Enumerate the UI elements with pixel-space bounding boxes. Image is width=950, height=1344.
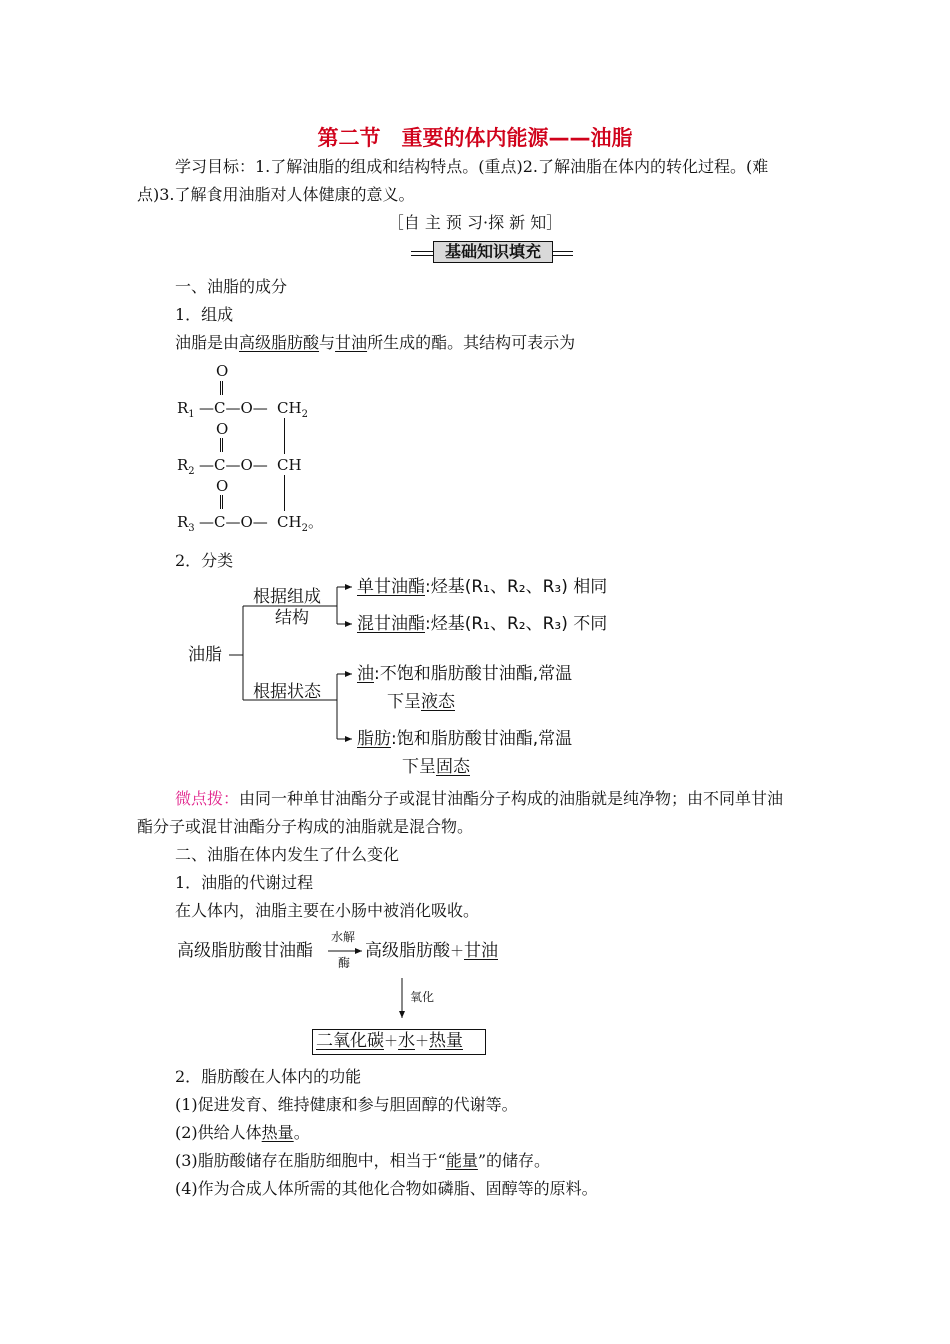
flow-below-arrow: 酶 (338, 956, 351, 970)
tree-branch-composition: 根据组成 (253, 587, 321, 607)
composition-text-mid: 与 (319, 333, 336, 352)
flow-above-arrow: 水解 (331, 930, 356, 944)
ester-2: —C—O— (199, 456, 268, 474)
ester-1: —C—O— (199, 399, 268, 417)
tip-text: 由同一种单甘油酯分子或混甘油酯分子构成的油脂就是纯净物；由不同单甘油 (239, 789, 784, 808)
ch-middle: CH (277, 456, 302, 474)
page-title: 第二节 重要的体内能源——油脂 (317, 126, 633, 150)
composition-text-post: 所生成的酯。其结构可表示为 (367, 333, 576, 352)
metabolism-intro: 在人体内，油脂主要在小肠中被消化吸收。 (175, 901, 480, 920)
oxygen-1: O (216, 362, 229, 380)
part1-heading: 一、油脂的成分 (175, 277, 288, 296)
ester-3: —C—O— (199, 513, 268, 531)
r3-group: $R_3$ (177, 513, 195, 534)
oxygen-2: O (216, 420, 229, 438)
blank-fatty-acid: 高级脂肪酸 (239, 333, 320, 352)
part2-sub2: 2．脂肪酸在人体内的功能 (175, 1067, 362, 1086)
ch2-top: $CH_2$ (277, 399, 308, 420)
function-1: (1)促进发育、维持健康和参与胆固醇的代谢等。 (175, 1095, 518, 1114)
function-2: (2)供给人体热量。 (175, 1123, 310, 1142)
part2-sub1: 1．油脂的代谢过程 (175, 873, 314, 892)
part2-heading: 二、油脂在体内发生了什么变化 (175, 845, 400, 864)
r2-group: $R_2$ (177, 456, 195, 477)
tree-root: 油脂 (188, 645, 222, 665)
tree-branch-state: 根据状态 (253, 682, 321, 702)
tree-branch-composition-2: 结构 (275, 608, 309, 628)
learning-goals-line2: 点)3.了解食用油脂对人体健康的意义。 (137, 185, 415, 204)
tree-leaf-simple-glyceride: 单甘油酯:烃基(R₁、R₂、R₃) 相同 (357, 577, 608, 597)
banner-label: 基础知识填充 (444, 242, 541, 261)
flow-final: 二氧化碳＋水＋热量 (316, 1031, 463, 1051)
function-3: (3)脂肪酸储存在脂肪细胞中，相当于“能量”的储存。 (175, 1151, 551, 1170)
flow-reactant: 高级脂肪酸甘油酯 (177, 941, 313, 961)
composition-text-pre: 油脂是由 (175, 333, 240, 352)
ch2-bottom: $CH_2$。 (277, 513, 323, 534)
part1-sub1: 1．组成 (175, 305, 234, 324)
tree-leaf-oil: 油:不饱和脂肪酸甘油酯,常温 (357, 664, 573, 684)
r1-group: $R_1$ (177, 399, 195, 420)
tree-leaf-fat-line2: 下呈固态 (402, 757, 470, 777)
learning-goals-line1: 学习目标：1.了解油脂的组成和结构特点。(重点)2.了解油脂在体内的转化过程。(难 (175, 157, 769, 176)
tree-leaf-oil-line2: 下呈液态 (387, 692, 455, 712)
section-tag: ［自 主 预 习·探 新 知］ (387, 213, 563, 232)
tip-line2: 酯分子或混甘油酯分子构成的油脂就是混合物。 (137, 817, 474, 836)
tree-leaf-fat: 脂肪:饱和脂肪酸甘油酯,常温 (357, 729, 573, 749)
oxygen-3: O (216, 477, 229, 495)
tree-leaf-mixed-glyceride: 混甘油酯:烃基(R₁、R₂、R₃) 不同 (357, 614, 608, 634)
tip-label: 微点拨： (175, 789, 240, 808)
flow-down-label: 氧化 (410, 990, 435, 1004)
function-4: (4)作为合成人体所需的其他化合物如磷脂、固醇等的原料。 (175, 1179, 598, 1198)
part1-sub2: 2．分类 (175, 551, 234, 570)
flow-products: 高级脂肪酸＋甘油 (365, 941, 498, 961)
blank-glycerol: 甘油 (335, 333, 368, 352)
